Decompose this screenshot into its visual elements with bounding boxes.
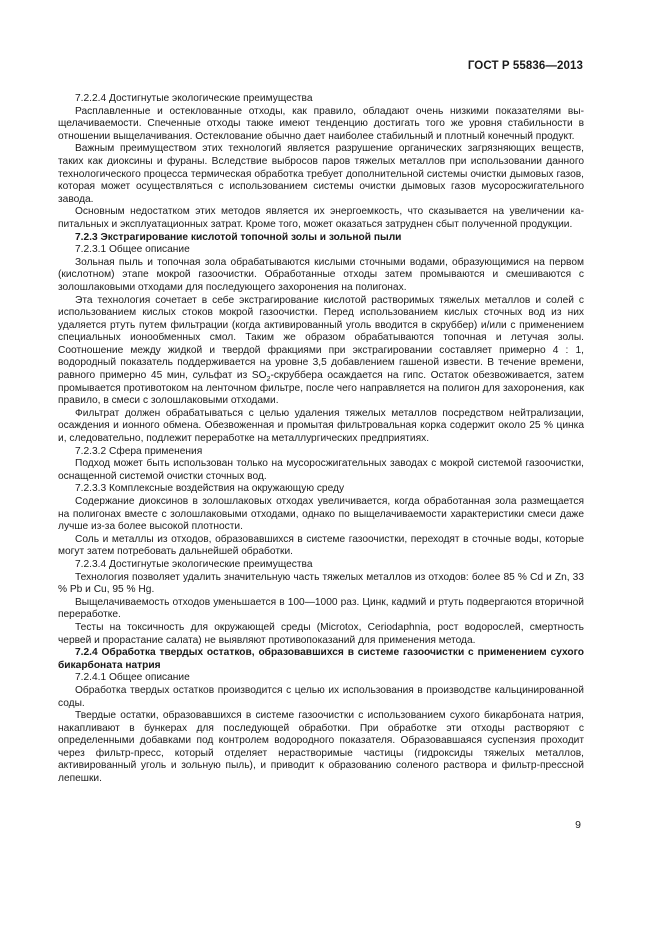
paragraph: Важным преимуществом этих технологий является разрушение органических загрязняющих веществ, таких как диоксины и фураны. Вследствие выбросов паров тяжелых металлов при использовании данного технологического процесса термическая обработка требует дополнительной системы очистки дымовых газов, которая может осуществляться с использованием системы очистки дымовых газов мусоросжигательного завода.	[58, 143, 584, 205]
paragraph: Обработка твердых остатков производится с целью их использования в производстве кальцинированной соды.	[58, 684, 584, 709]
paragraph: Твердые остатки, образовавшихся в системе газоочистки с использованием сухого бикарбоната натрия, накапливают в бункерах для последующей обработки. При обработке эти отходы растворяют с определенными добавками под контролем водородного показателя. Образовавшаяся суспензия проходит через фильтр-пресс, который отделяет нерастворимые частицы (гидроксиды тяжелых металлов, активированный уголь и зольную пыль), и приводит к образованию соленого раствора и фильтр-прессной лепешки.	[58, 710, 584, 785]
page-number: 9	[575, 819, 581, 831]
paragraph: Фильтрат должен обрабатываться с целью удаления тяжелых металлов посредством нейтрализации, осаждения и ионного обмена. Обезвоженная и промытая фильтровальная корка содержит около 25 % цинка и, следовательно, подлежит переработке на металлургических предприятиях.	[58, 407, 584, 445]
subscript: 2	[266, 376, 271, 384]
paragraph: Подход может быть использован только на мусоросжигательных заводах с мокрой системой газоочистки, оснащенной системой очистки сточных вод.	[58, 458, 584, 482]
section-heading: 7.2.3.3 Комплексные воздействия на окружающую среду	[75, 483, 345, 495]
section-heading: 7.2.4.1 Общее описание	[75, 672, 190, 684]
section-heading-bold: 7.2.3 Экстрагирование кислотой топочной золы и зольной пыли	[75, 231, 402, 243]
section-heading: 7.2.3.1 Общее описание	[75, 244, 190, 256]
section-heading: 7.2.2.4 Достигнутые экологические преимущества	[75, 93, 313, 104]
section-heading-bold: 7.2.4 Обработка твердых остатков, образовавшихся в системе газоочистки с применением сухого бикарбоната натрия	[58, 647, 584, 671]
document-header: ГОСТ Р 55836—2013	[467, 60, 583, 72]
section-heading: 7.2.3.2 Сфера применения	[75, 445, 203, 457]
paragraph: Соль и металлы из отходов, образовавшихся в системе газоочистки, переходят в сточные воды, которые могут затем потребовать дальнейшей обработки.	[58, 533, 584, 558]
paragraph-text: -скруббера осаждается на гипс. Остаток обезвоживается, затем промывается противотоком на ленточном фильтре, после чего направляется на полигон для захоронения, как правило, в смеси с золошлаковыми отходами.	[58, 370, 584, 407]
paragraph: Расплавленные и остеклованные отходы, как правило, обладают очень низкими показателями выщелачиваемости. Спеченные отходы также имеют тенденцию достигать того же уровня стабильности в отношении выщелачивания. Остеклование обычно дает наиболее стабильный и плотный конечный продукт.	[58, 105, 584, 142]
document-body	[58, 93, 584, 786]
paragraph: Содержание диоксинов в золошлаковых отходах увеличивается, когда обработанная зола размещается на полигонах вместе с золошлаковыми отходами, однако по выщелачиваемости характеристики смеси даже лучше из-за более высокой плотности.	[58, 496, 584, 533]
paragraph-text: Эта технология сочетает в себе экстрагирование кислотой растворимых тяжелых металлов и солей с использованием кислых стоков мокрой газоочистки. Перед использованием кислых сточных вод из них удаляется ртуть путем фильтрации (когда активированный уголь вводится в скруббер) и/или с применением специальных ионообменных смол. Таким же образом обрабатываются топочная и летучая золы. Соотношение между жидкой и твердой фракциями при экстрагировании составляет примерно 4 : 1, водородный показатель поддерживается на уровне 3,5 добавлением гашеной извести. В течение времени, равного примерно 45 мин, сульфат из SO	[58, 294, 584, 382]
paragraph: Выщелачиваемость отходов уменьшается в 100—1000 раз. Цинк, кадмий и ртуть подвергаются вторичной переработке.	[58, 596, 584, 621]
paragraph: Основным недостатком этих методов является их энергоемкость, что сказывается на увеличении капитальных и эксплуатационных затрат. Кроме того, может оказаться затруднен сбыт полученной продукции.	[58, 206, 584, 230]
paragraph	[58, 295, 584, 408]
paragraph: Зольная пыль и топочная зола обрабатываются кислыми сточными водами, образующимися на первом (кислотном) этапе мокрой газоочистки. Обработанные отходы затем промываются и смешиваются с золошлаковыми отходами для последующего захоронения на полигонах.	[58, 256, 584, 293]
paragraph: Тесты на токсичность для окружающей среды (Microtox, Ceriodaphnia, рост водорослей, смертность червей и прорастание салата) не выявляют противопоказаний для применения метода.	[58, 621, 584, 646]
section-heading: 7.2.3.4 Достигнутые экологические преимущества	[75, 558, 313, 570]
paragraph: Технология позволяет удалить значительную часть тяжелых металлов из отходов: более 85 % Cd и Zn, 33 % Pb и Cu, 95 % Hg.	[58, 571, 584, 596]
